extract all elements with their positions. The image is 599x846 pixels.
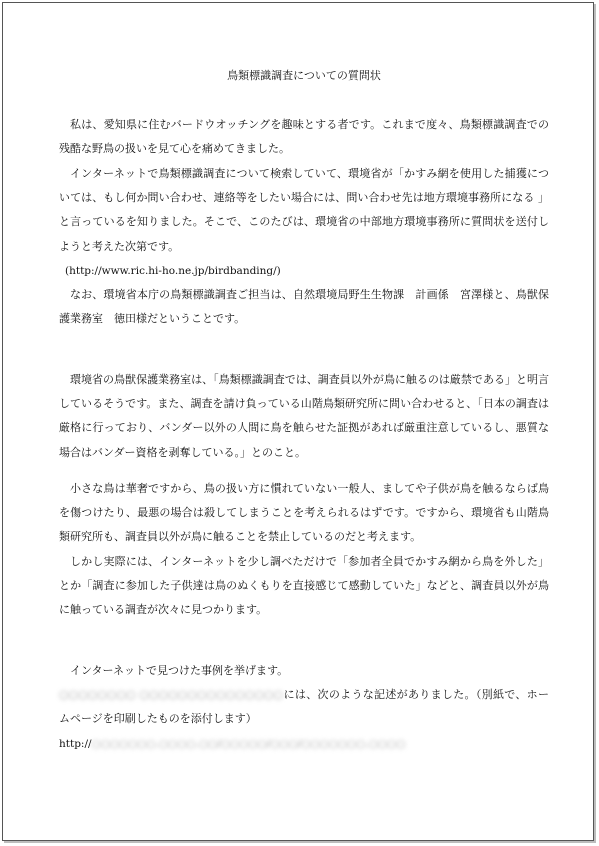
reference-url: (http://www.ric.hi-ho.ne.jp/birdbanding/) xyxy=(65,265,281,277)
paragraph-actual-cases: しかし実際には、インターネットを少し調べただけで「参加者全員でかすみ網から鳥を外した」とか「調査に参加した子供達は鳥のぬくもりを直接感じて感動していた」などと、調査員以外が鳥に触っている調査が次々に見つかります。 xyxy=(59,555,549,617)
redacted-site-name: ○○○○○○○○ ○○○○○○○○○○○○○○○ xyxy=(59,688,284,701)
paragraph-ministry-contacts: なお、環境省本庁の鳥類標識調査ご担当は、自然環境局野生生物課 計画係 宮澤様と、鳥獣保護業務室 徳田様だということです。 xyxy=(59,288,549,326)
paragraph-ministry-policy: 環境省の鳥獣保護業務室は、「鳥類標識調査では、調査員以外が鳥に触るのは厳禁である」と明言しているそうです。また、調査を請け負っている山階鳥類研究所に問い合わせると、「日本の調査は厳格に行っており、バンダー以外の人間に鳥を触らせた証拠があれば厳重注意しているし、悪質な場合はバンダー資格を剥奪している。」とのこと。 xyxy=(59,373,549,459)
paragraph-bird-safety: 小さな鳥は華奢ですから、鳥の扱い方に慣れていない一般人、ましてや子供が鳥を触るならば鳥を傷つけたり、最悪の場合は殺してしまうことを考えられるはずです。ですから、環境省も山階鳥類研究所も、調査員以外が鳥に触ることを禁止しているのだと考えます。 xyxy=(59,482,549,544)
paragraph-internet-search: インターネットで鳥類標識調査について検索していて、環境省が「かすみ網を使用した捕獲については、もし何か問い合わせ、連絡等をしたい場合には、問い合わせ先は地方環境事務所になる 」と言っているを知りました。そこで、このたびは、環境省の中部地方環境事務所に質問状を送付しようと考えた次第です。 xyxy=(59,167,549,253)
example-site-description: には、次のような記述がありました。（別紙で、ホームページを印刷したものを添付します） xyxy=(59,688,549,726)
paragraph-examples-intro: インターネットで見つけた事例を挙げます。 xyxy=(70,664,289,677)
example-url xyxy=(59,732,549,756)
document-title: 鳥類標識調査についての質問状 xyxy=(227,69,381,82)
redacted-url-path: ○○○○○○○.○○○○.○○/○○○○○/○○○/○○○○○○○.○○○○ xyxy=(91,738,406,750)
paragraph-example-site xyxy=(59,683,549,731)
example-url-prefix: http:// xyxy=(59,738,92,750)
document-page xyxy=(2,2,594,841)
paragraph-introduction: 私は、愛知県に住むバードウオッチングを趣味とする者です。これまで度々、鳥類標識調査での残酷な野鳥の扱いを見て心を痛めてきました。 xyxy=(59,118,549,156)
